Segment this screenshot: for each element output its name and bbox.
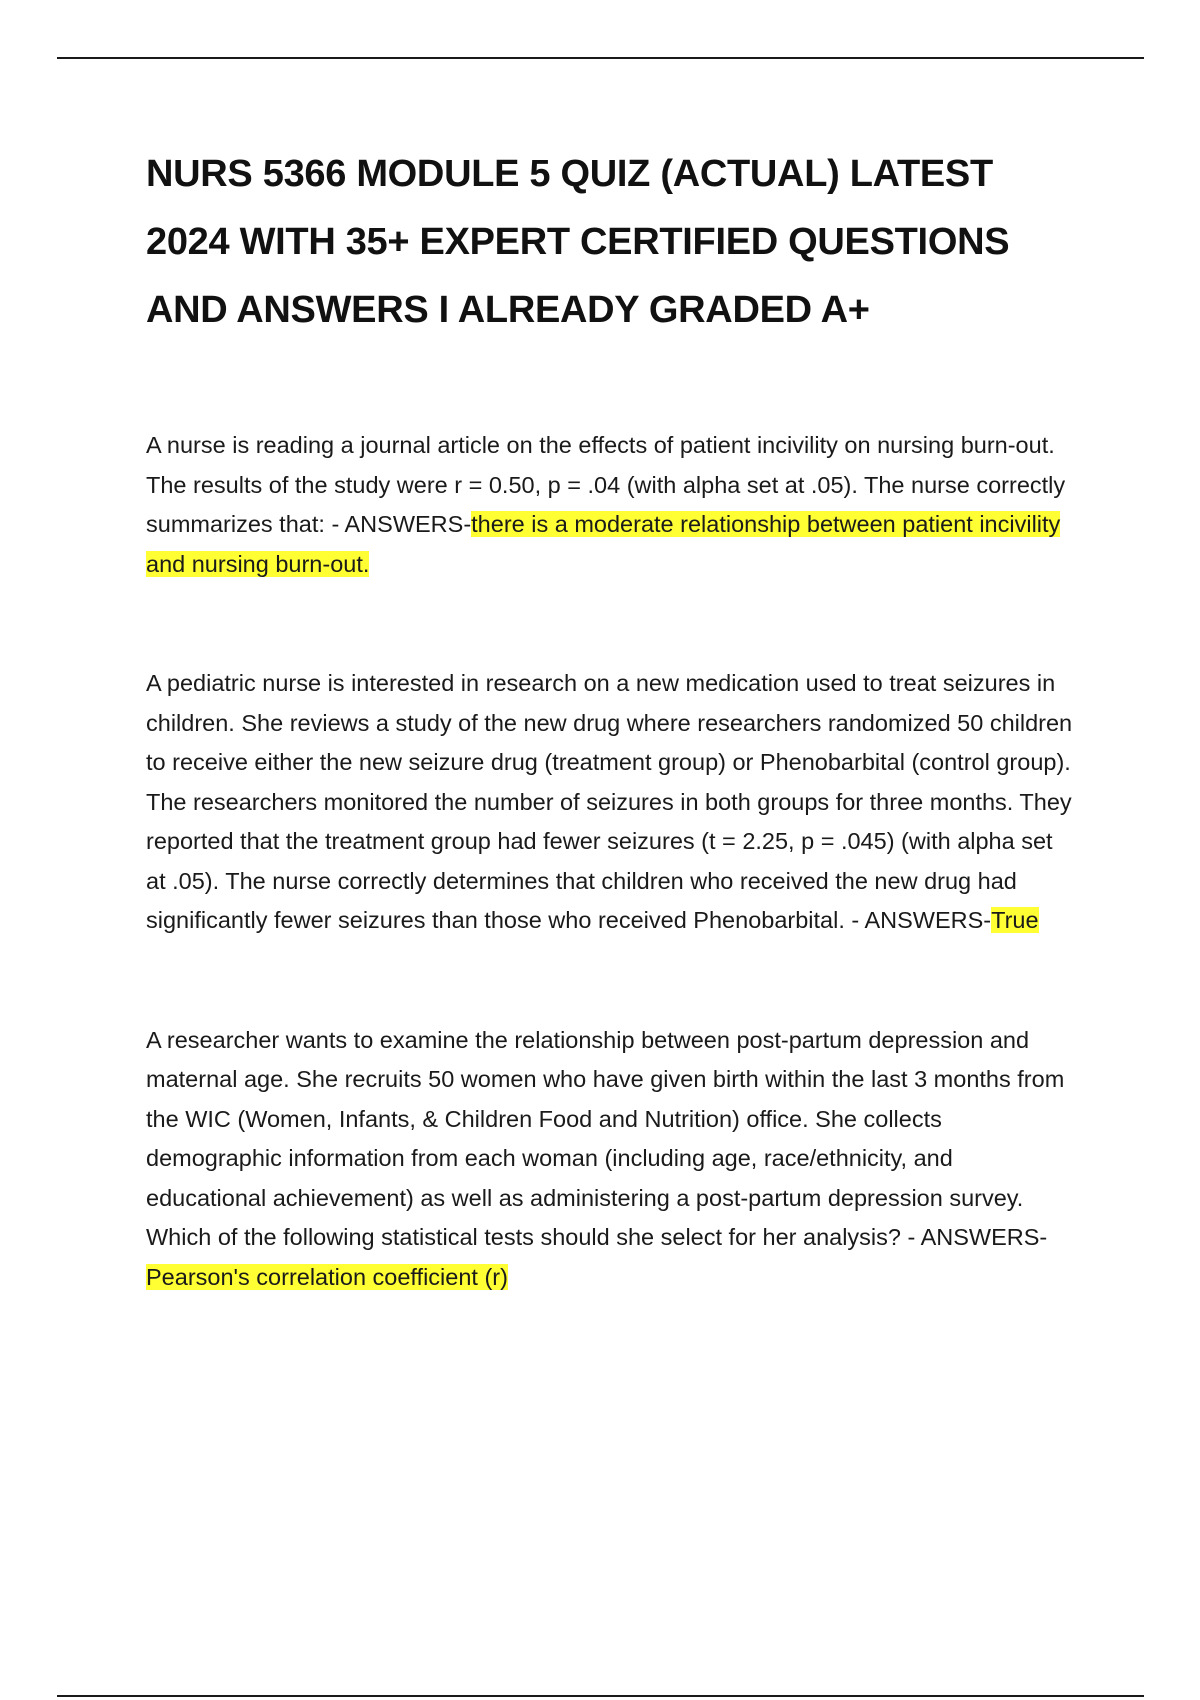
answer-highlight-2: True — [991, 907, 1039, 933]
qa-item-2 — [146, 664, 1076, 941]
question-text-3: A researcher wants to examine the relationship between post-partum depression and maternal age. She recruits 50 women who have given birth within the last 3 months from the WIC (Women, Infants, & Children Food and Nutrition) office. She collects demographic information from each woman (including age, race/ethnicity, and educational achievement) as well as administering a post-partum depression survey. Which of the following statistical tests should she select for her analysis? - — [146, 1026, 1065, 1250]
question-text-1: A nurse is reading a journal article on the effects of patient incivility on nursing burn-out. The results of the study were r = 0.50, p = .04 (with alpha set at .05). The nurse correctly summarizes that: - — [146, 432, 1066, 537]
qa-item-1 — [146, 426, 1076, 584]
document-body — [146, 140, 1076, 1297]
answer-prefix-1: ANSWERS- — [344, 511, 472, 537]
answer-highlight-3: Pearson's correlation coefficient (r) — [146, 1263, 508, 1290]
answer-prefix-3: ANSWERS- — [920, 1224, 1048, 1250]
answer-highlight-1: there is a moderate relationship between patient incivility and nursing burn-out. — [146, 511, 1061, 577]
question-text-2: A pediatric nurse is interested in research on a new medication used to treat seizures in children. She reviews a study of the new drug where researchers randomized 50 children to receive either the new seizure drug (treatment group) or Phenobarbital (control group). The researchers monitored the number of seizures in both groups for three months. They reported that the treatment group had fewer seizures (t = 2.25, p = .045) (with alpha set at .05). The nurse correctly determines that children who received the new drug had significantly fewer seizures than those who received Phenobarbital. - — [146, 670, 1073, 933]
document-title: NURS 5366 MODULE 5 QUIZ (ACTUAL) LATEST 2024 WITH 35+ EXPERT CERTIFIED QUESTIONS AND ANSWERS I ALREADY GRADED A+ — [146, 153, 1010, 331]
answer-prefix-2: ANSWERS- — [864, 907, 992, 933]
bottom-rule — [57, 1695, 1144, 1697]
top-rule — [57, 57, 1144, 59]
qa-item-3 — [146, 1021, 1076, 1298]
